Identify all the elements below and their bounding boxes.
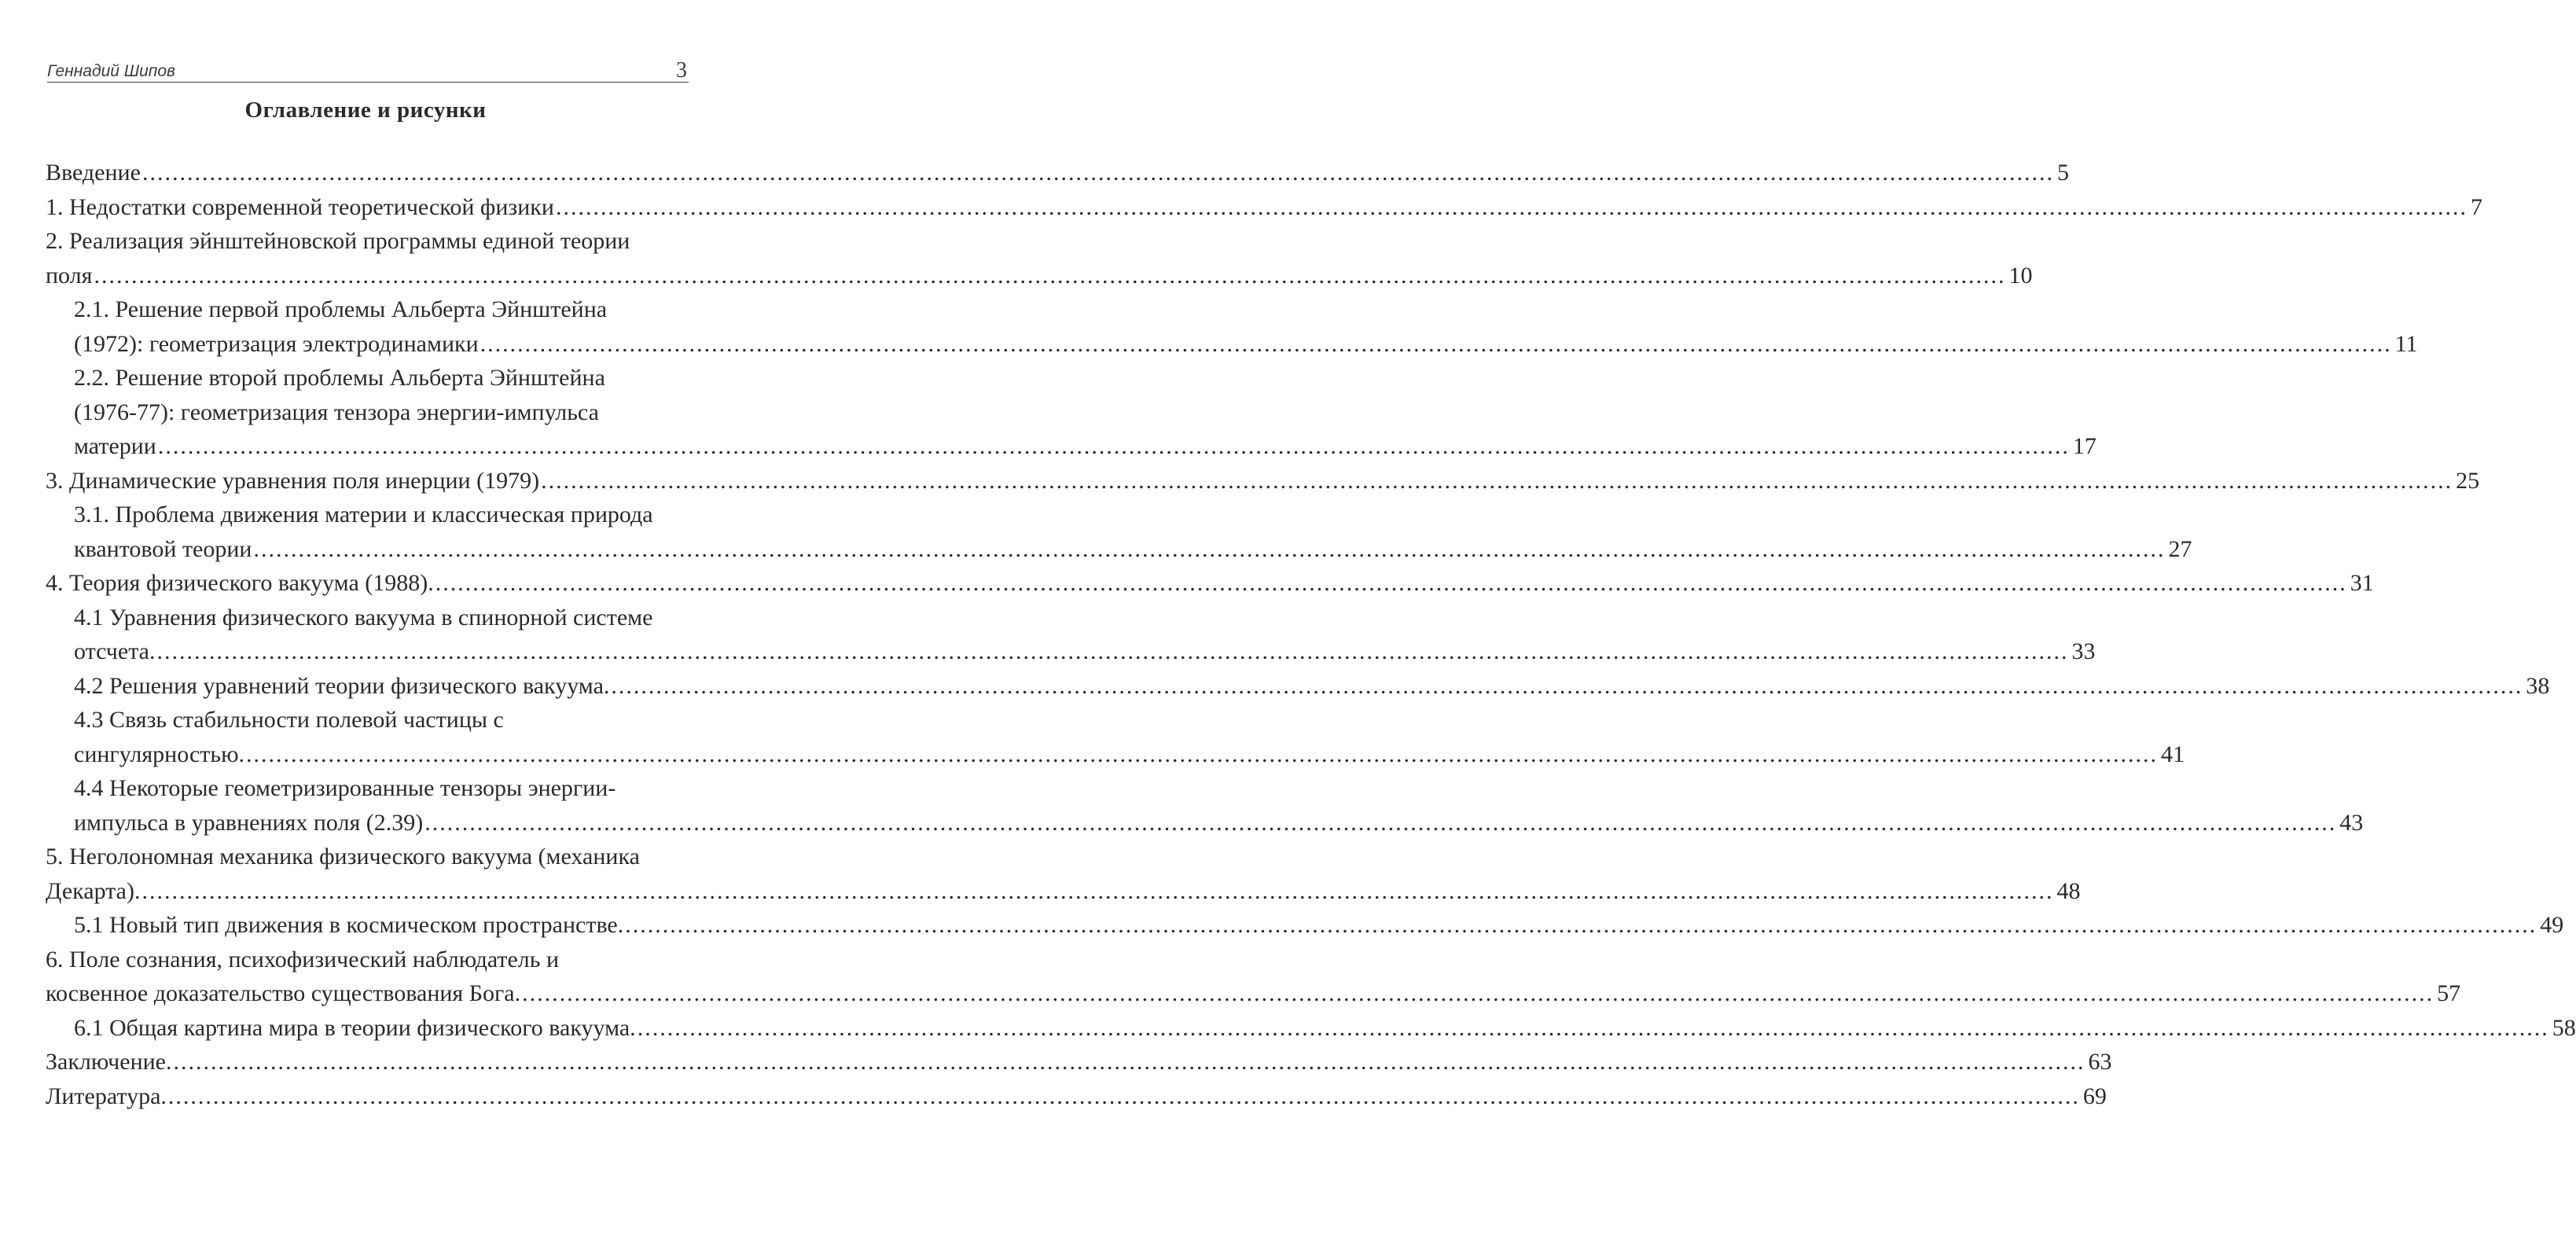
toc-subentry (46, 361, 2096, 464)
dot-leader: ................................................................................................................................................................................................................................................................ (167, 1083, 2080, 1109)
dot-leader: ................................................................................................................................................................................................................................................................ (522, 980, 2435, 1006)
toc-entry-page: 11 (2394, 330, 2418, 357)
toc-entry-text: (1976-77): геометризация тензора энергии-импульса (74, 399, 599, 425)
dot-leader: ................................................................................................................................................................................................................................................................ (173, 1049, 2085, 1075)
toc-entry-page: 48 (2056, 877, 2081, 904)
toc-entry-text: 2.2. Решение второй проблемы Альберта Эйнштейна (74, 365, 605, 391)
toc-subentry (46, 771, 2364, 840)
toc-entry (46, 943, 2461, 1011)
dot-leader: ................................................................................................................................................................................................................................................................ (253, 535, 2166, 562)
toc-entry-page: 58 (2552, 1014, 2576, 1041)
toc-entry-text: отсчета. (74, 638, 156, 664)
toc-subentry (46, 601, 2096, 669)
toc-entry-text: 3.1. Проблема движения материи и классическая природа (74, 502, 653, 528)
toc-entry-text: Заключение. (46, 1049, 172, 1075)
toc-entry-page: 38 (2526, 672, 2550, 699)
dot-leader: ................................................................................................................................................................................................................................................................ (94, 262, 2006, 289)
toc-entry-page: 63 (2088, 1049, 2112, 1075)
dot-leader: ................................................................................................................................................................................................................................................................ (541, 467, 2453, 494)
toc-entry-text: Декарта). (46, 877, 141, 904)
toc-entry (46, 840, 2081, 908)
dot-leader: ................................................................................................................................................................................................................................................................ (141, 160, 2054, 186)
toc-entry-page: 57 (2437, 980, 2461, 1006)
toc-subentry (46, 1011, 2576, 1046)
toc-entry-text: 6.1 Общая картина мира в теории физического вакуума. (74, 1014, 636, 1041)
dot-leader: ................................................................................................................................................................................................................................................................ (424, 809, 2337, 836)
dot-leader: ................................................................................................................................................................................................................................................................ (611, 672, 2523, 699)
toc-entry-page: 27 (2168, 535, 2192, 562)
toc-entry-page: 41 (2161, 741, 2185, 767)
toc-entry-text: 4. Теория физического вакуума (1988). (46, 570, 434, 596)
toc-entry-text: 4.3 Связь стабильности полевой частицы с (74, 707, 504, 733)
toc-entry-page: 7 (2470, 193, 2482, 220)
page-title: Оглавление и рисунки (244, 97, 487, 123)
toc-entry-text: косвенное доказательство существования Бога. (46, 980, 521, 1006)
dot-leader: ................................................................................................................................................................................................................................................................ (637, 1014, 2549, 1041)
dot-leader: ................................................................................................................................................................................................................................................................ (156, 638, 2069, 664)
toc-entry (46, 1045, 2112, 1079)
toc-entry-text: квантовой теории (74, 535, 252, 562)
dot-leader: ................................................................................................................................................................................................................................................................ (246, 741, 2159, 767)
toc-entry (46, 566, 2374, 601)
toc-entry-text: импульса в уравнениях поля (2.39) (74, 809, 424, 836)
toc-subentry (46, 669, 2550, 704)
toc-entry-text: материи (74, 433, 156, 459)
toc-entry (46, 190, 2482, 225)
dot-leader: ................................................................................................................................................................................................................................................................ (157, 433, 2070, 459)
toc-entry-text: 5.1 Новый тип движения в космическом пространстве. (74, 912, 624, 938)
dot-leader: ................................................................................................................................................................................................................................................................ (141, 877, 2054, 904)
toc-entry (46, 464, 2480, 498)
toc-entry (46, 156, 2069, 190)
toc-entry-page: 69 (2082, 1083, 2107, 1109)
toc-entry-text: 5. Неголономная механика физического вакуума (механика (46, 844, 640, 870)
toc-entry (46, 1079, 2107, 1114)
toc-subentry (46, 498, 2192, 566)
toc-entry-text: Литература. (46, 1083, 167, 1109)
dot-leader: ................................................................................................................................................................................................................................................................ (625, 912, 2537, 938)
toc-entry-text: поля (46, 262, 93, 289)
toc-subentry (46, 908, 2564, 943)
toc-entry-text: 4.4 Некоторые геометризированные тензоры энергии- (74, 775, 616, 801)
dot-leader: ................................................................................................................................................................................................................................................................ (480, 330, 2392, 357)
toc-subentry (46, 292, 2418, 361)
toc-entry-text: Введение (46, 160, 141, 186)
toc-entry (46, 224, 2033, 292)
header-page-number: 3 (676, 58, 687, 83)
dot-leader: ................................................................................................................................................................................................................................................................ (435, 570, 2347, 596)
toc-subentry (46, 703, 2185, 771)
toc-entry-text: 1. Недостатки современной теоретической физики (46, 193, 554, 220)
toc-entry-page: 17 (2072, 433, 2096, 459)
toc-entry-text: сингулярностью. (74, 741, 245, 767)
toc-entry-text: 6. Поле сознания, психофизический наблюдатель и (46, 946, 560, 972)
toc-entry-page: 25 (2456, 467, 2480, 494)
running-header (47, 58, 689, 83)
toc-entry-text: (1972): геометризация электродинамики (74, 330, 479, 357)
toc-entry-page: 33 (2071, 638, 2096, 664)
toc-entry-page: 5 (2056, 160, 2069, 186)
toc-entry-page: 49 (2540, 912, 2564, 938)
toc-entry-page: 43 (2339, 809, 2364, 836)
dot-leader: ................................................................................................................................................................................................................................................................ (555, 193, 2468, 220)
toc-entry-text: 2. Реализация эйнштейновской программы единой теории (46, 228, 630, 254)
toc-entry-text: 4.1 Уравнения физического вакуума в спинорной системе (74, 604, 653, 631)
toc-entry-text: 2.1. Решение первой проблемы Альберта Эйнштейна (74, 296, 608, 322)
header-author: Геннадий Шипов (47, 62, 175, 80)
toc-entry-text: 4.2 Решения уравнений теории физического вакуума. (74, 672, 610, 699)
toc-entry-text: 3. Динамические уравнения поля инерции (1979) (46, 467, 540, 494)
table-of-contents (46, 156, 2576, 1113)
toc-entry-page: 10 (2008, 262, 2033, 289)
toc-entry-page: 31 (2350, 570, 2374, 596)
